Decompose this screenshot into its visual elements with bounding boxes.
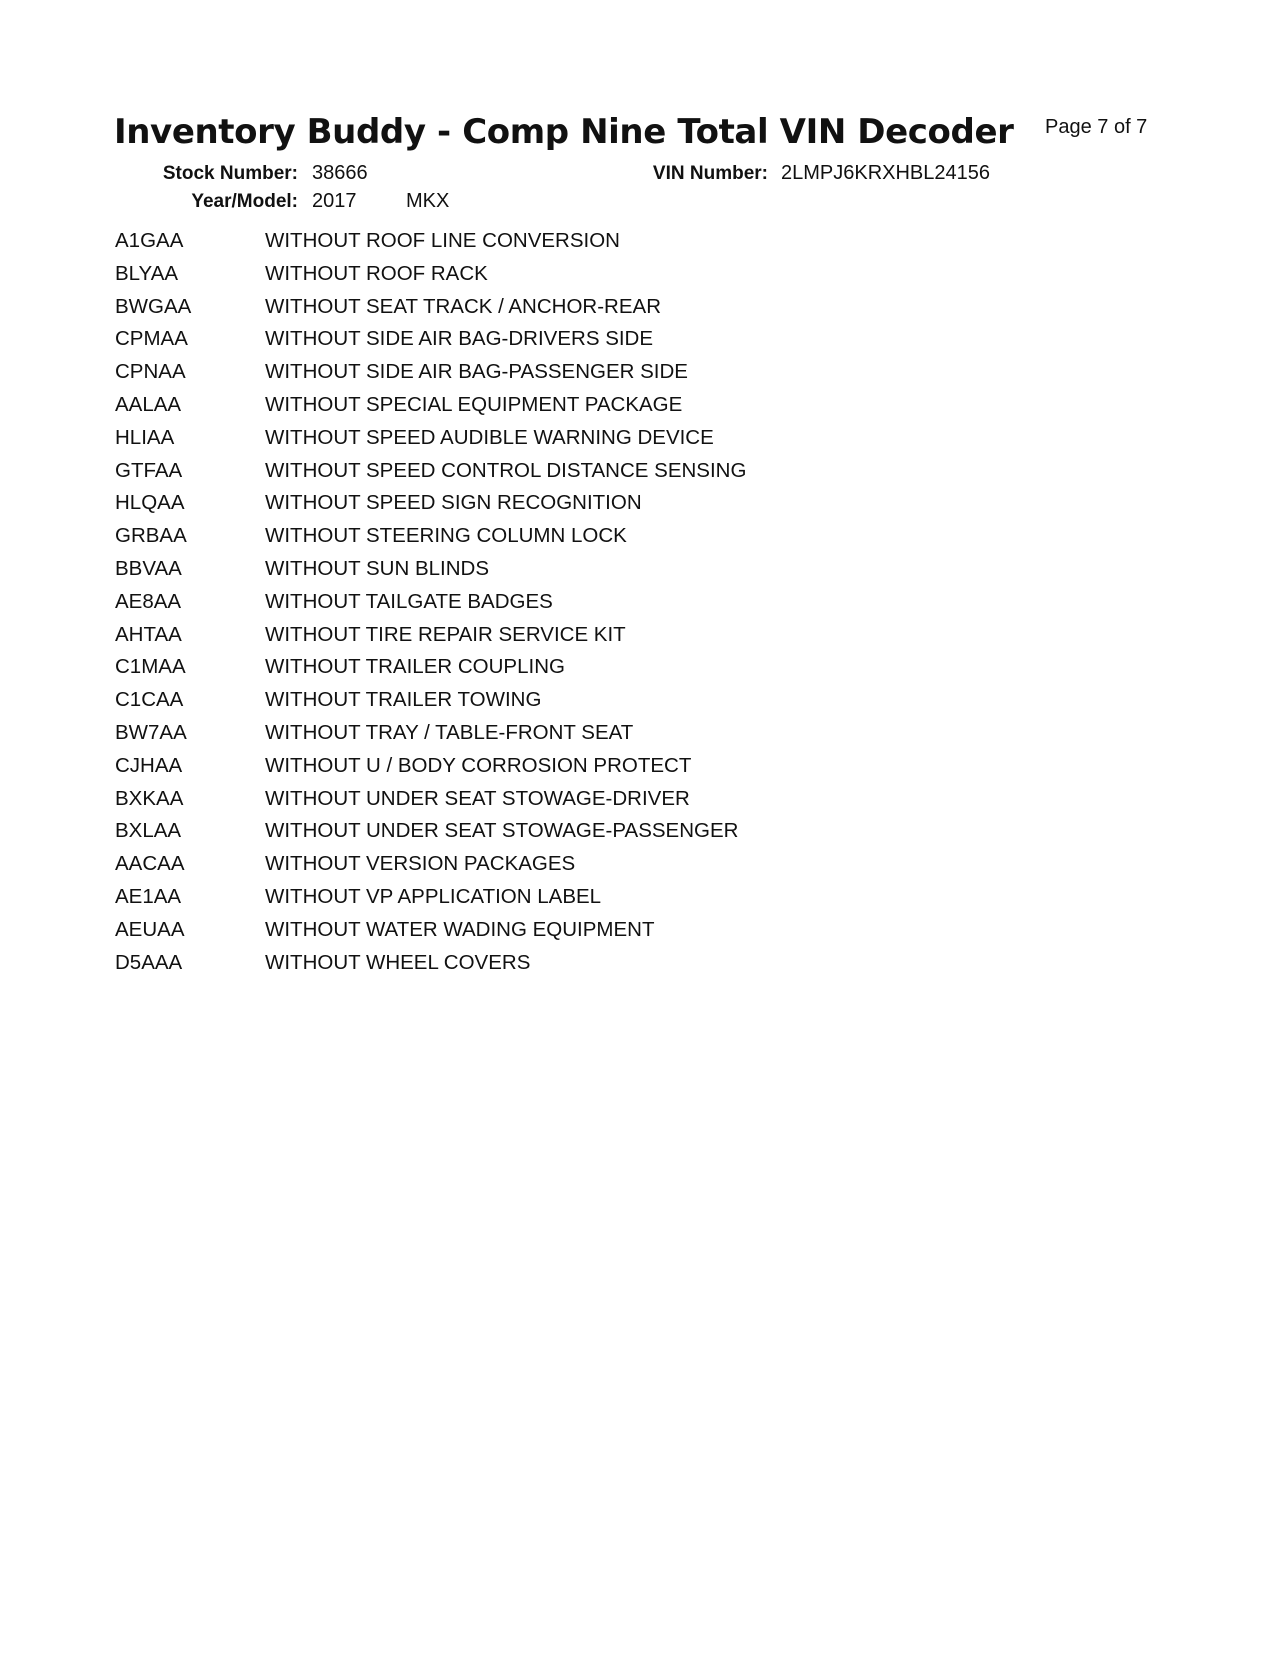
option-description: WITHOUT ROOF LINE CONVERSION — [265, 229, 620, 252]
option-code: AHTAA — [115, 622, 182, 646]
stock-number-label: Stock Number: — [162, 163, 298, 184]
list-item — [115, 787, 1015, 820]
option-description: WITHOUT WHEEL COVERS — [265, 950, 531, 974]
list-item — [115, 721, 1015, 754]
option-description: WITHOUT ROOF RACK — [265, 261, 488, 285]
list-item — [115, 688, 1015, 721]
option-code: BW7AA — [115, 720, 187, 744]
option-description: WITHOUT VERSION PACKAGES — [265, 852, 576, 876]
option-code: BLYAA — [115, 261, 179, 285]
list-item — [115, 951, 1015, 984]
option-code: HLQAA — [115, 491, 185, 515]
option-code: BXKAA — [115, 786, 184, 810]
option-description: WITHOUT SIDE AIR BAG-DRIVERS SIDE — [265, 327, 654, 351]
option-description: WITHOUT SUN BLINDS — [265, 556, 489, 580]
option-code-list — [115, 229, 1015, 983]
option-description: WITHOUT SPEED AUDIBLE WARNING DEVICE — [265, 425, 714, 449]
option-code: BWGAA — [115, 294, 192, 318]
option-code: CPNAA — [115, 360, 186, 384]
page-number: Page 7 of 7 — [1045, 116, 1148, 138]
year-model-label: Year/Model: — [191, 191, 298, 212]
option-code: HLIAA — [115, 425, 175, 449]
year-value: 2017 — [312, 190, 357, 212]
option-description: WITHOUT SEAT TRACK / ANCHOR-REAR — [265, 294, 661, 318]
list-item — [115, 229, 1015, 262]
list-item — [115, 819, 1015, 852]
option-code: CJHAA — [115, 753, 183, 777]
list-item — [115, 590, 1015, 623]
list-item — [115, 655, 1015, 688]
list-item — [115, 557, 1015, 590]
option-code: GRBAA — [115, 524, 187, 548]
list-item — [115, 852, 1015, 885]
option-description: WITHOUT SPECIAL EQUIPMENT PACKAGE — [265, 392, 683, 416]
option-code: BBVAA — [115, 556, 182, 580]
list-item — [115, 360, 1015, 393]
model-value: MKX — [406, 190, 450, 212]
list-item — [115, 491, 1015, 524]
list-item — [115, 393, 1015, 426]
option-code: AE1AA — [115, 884, 182, 908]
option-code: AE8AA — [115, 589, 182, 613]
option-description: WITHOUT SPEED SIGN RECOGNITION — [265, 491, 642, 515]
option-description: WITHOUT TAILGATE BADGES — [265, 589, 553, 613]
option-code: C1CAA — [115, 688, 184, 712]
option-code: D5AAA — [115, 950, 183, 974]
option-description: WITHOUT TRAY / TABLE-FRONT SEAT — [265, 720, 634, 744]
list-item — [115, 295, 1015, 328]
list-item — [115, 426, 1015, 459]
list-item — [115, 262, 1015, 295]
option-description: WITHOUT SPEED CONTROL DISTANCE SENSING — [265, 458, 747, 482]
option-description: WITHOUT TIRE REPAIR SERVICE KIT — [265, 622, 626, 646]
option-code: A1GAA — [115, 229, 184, 252]
list-item — [115, 918, 1015, 951]
option-code: C1MAA — [115, 655, 186, 679]
option-description: WITHOUT STEERING COLUMN LOCK — [265, 524, 627, 548]
vin-number-label: VIN Number: — [652, 163, 768, 184]
option-code: GTFAA — [115, 458, 183, 482]
option-code: CPMAA — [115, 327, 188, 351]
list-item — [115, 623, 1015, 656]
option-code: AEUAA — [115, 917, 185, 941]
option-code: AALAA — [115, 392, 182, 416]
option-code: BXLAA — [115, 819, 182, 843]
list-item — [115, 459, 1015, 492]
list-item — [115, 885, 1015, 918]
option-description: WITHOUT SIDE AIR BAG-PASSENGER SIDE — [265, 360, 688, 384]
list-item — [115, 754, 1015, 787]
option-code: AACAA — [115, 852, 185, 876]
vin-number-value: 2LMPJ6KRXHBL24156 — [781, 162, 991, 184]
list-item — [115, 327, 1015, 360]
option-description: WITHOUT UNDER SEAT STOWAGE-PASSENGER — [265, 819, 739, 843]
option-description: WITHOUT U / BODY CORROSION PROTECT — [265, 753, 692, 777]
option-description: WITHOUT WATER WADING EQUIPMENT — [265, 917, 655, 941]
list-item — [115, 524, 1015, 557]
stock-number-value: 38666 — [312, 162, 368, 184]
option-description: WITHOUT UNDER SEAT STOWAGE-DRIVER — [265, 786, 690, 810]
option-description: WITHOUT TRAILER COUPLING — [265, 655, 565, 679]
document-title: Inventory Buddy - Comp Nine Total VIN Decoder — [114, 112, 1014, 152]
option-description: WITHOUT VP APPLICATION LABEL — [265, 884, 602, 908]
option-description: WITHOUT TRAILER TOWING — [265, 688, 542, 712]
